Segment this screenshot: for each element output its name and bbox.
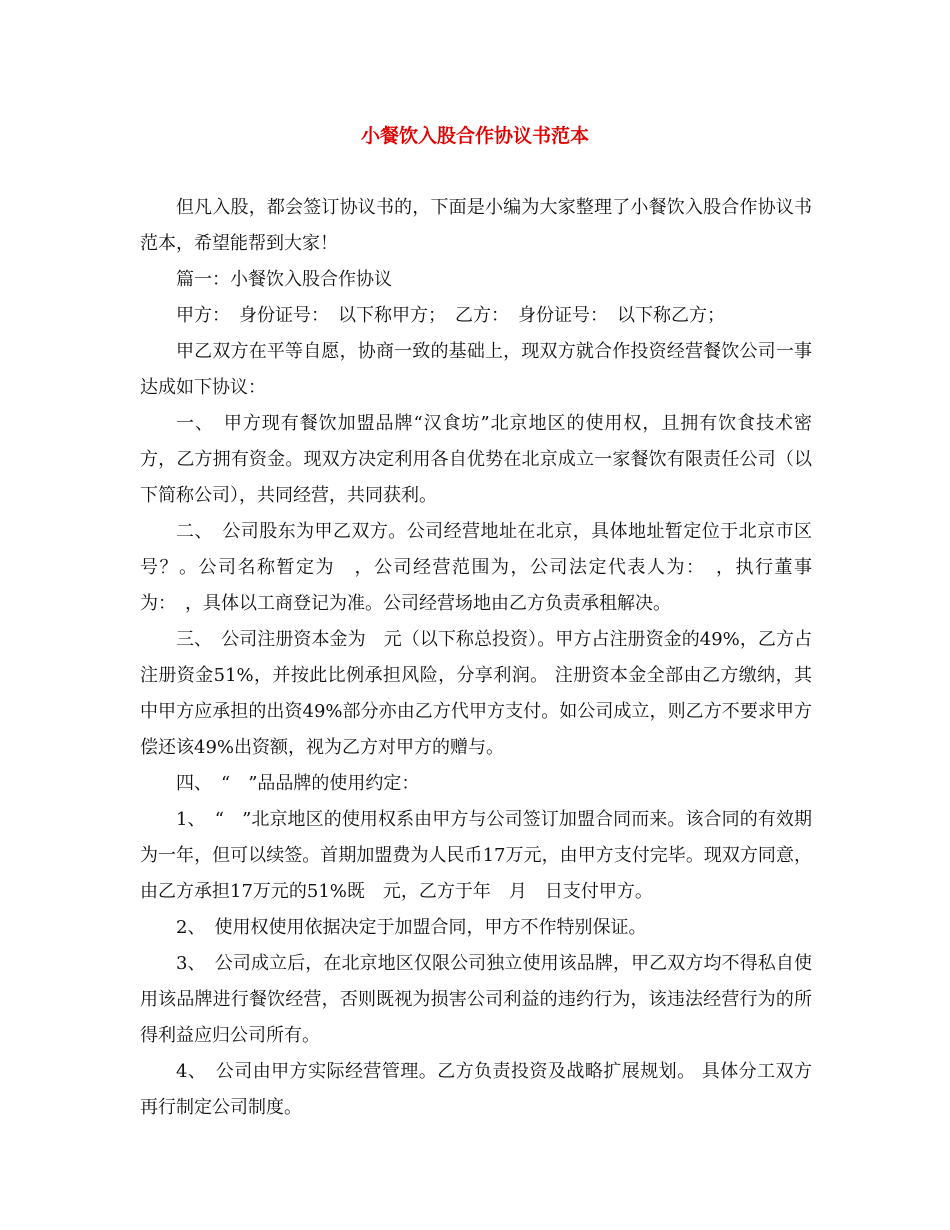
paragraph-subclause-4: 4、 公司由甲方实际经营管理。乙方负责投资及战略扩展规划。 具体分工双方再行制定公司制度。 [140, 1061, 812, 1118]
paragraph-clause-2: 二、 公司股东为甲乙双方。公司经营地址在北京，具体地址暂定位于北京市区 号？。公司名称暂定为 ，公司经营范围为，公司法定代表人为： ，执行董事为： ，具体以工商登记为准。公司经营场地由乙方负责承租解决。 [140, 521, 830, 614]
document-body [140, 190, 830, 1126]
paragraph-parties: 甲方： 身份证号： 以下称甲方； 乙方： 身份证号： 以下称乙方； [176, 305, 725, 326]
paragraph-preamble: 甲乙双方在平等自愿，协商一致的基础上，现双方就合作投资经营餐饮公司一事达成如下协议： [140, 341, 812, 398]
paragraph-clause-1: 一、 甲方现有餐饮加盟品牌“汉食坊”北京地区的使用权，且拥有饮食技术密方，乙方拥有资金。现双方决定利用各自优势在北京成立一家餐饮有限责任公司（以下简称公司），共同经营，共同获利。 [140, 413, 812, 506]
document-title: 小餐饮入股合作协议书范本 [360, 125, 589, 147]
paragraph-subclause-3: 3、 公司成立后，在北京地区仅限公司独立使用该品牌，甲乙双方均不得私自使用该品牌进行餐饮经营，否则既视为损害公司利益的违约行为，该违法经营行为的所得利益应归公司所有。 [140, 953, 812, 1046]
paragraph-section-heading: 篇一：小餐饮入股合作协议 [176, 269, 392, 290]
paragraph-clause-4: 四、 “ ”品品牌的使用约定： [176, 773, 420, 794]
paragraph-intro: 但凡入股，都会签订协议书的，下面是小编为大家整理了小餐饮入股合作协议书范本，希望能帮到大家！ [140, 197, 812, 254]
paragraph-subclause-2: 2、 使用权使用依据决定于加盟合同，甲方不作特别保证。 [176, 917, 647, 938]
paragraph-clause-3: 三、 公司注册资本金为 元（以下称总投资）。甲方占注册资金的49%，乙方占注册资金51%，并按此比例承担风险，分享利润。 注册资本金全部由乙方缴纳，其中甲方应承担的出资49%部分亦由乙方代甲方支付。如公司成立，则乙方不要求甲方偿还该49%出资额，视为乙方对甲方的赠与。 [140, 629, 812, 758]
paragraph-subclause-1: 1、 “ ”北京地区的使用权系由甲方与公司签订加盟合同而来。该合同的有效期为一年，但可以续签。首期加盟费为人民币17万元，由甲方支付完毕。现双方同意，由乙方承担17万元的51%既 元，乙方于年 月 日支付甲方。 [140, 809, 812, 902]
